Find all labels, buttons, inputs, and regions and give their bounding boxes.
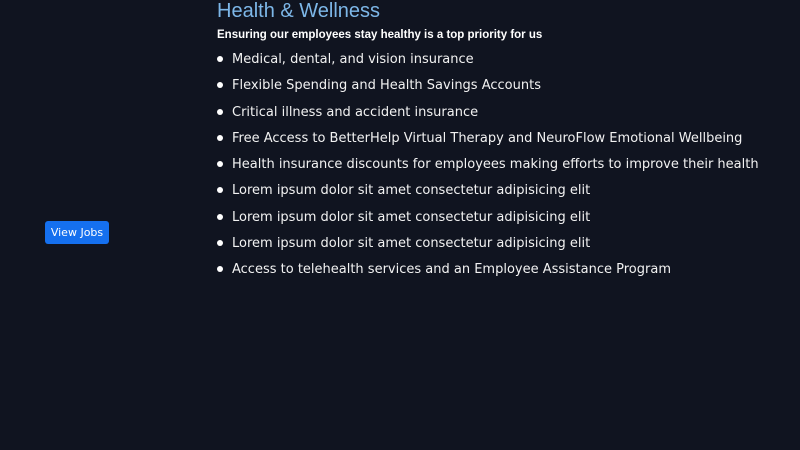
benefit-text: Access to telehealth services and an Employee Assistance Program <box>232 262 671 278</box>
section-subtitle: Ensuring our employees stay healthy is a top priority for us <box>217 29 543 41</box>
benefit-text: Critical illness and accident insurance <box>232 104 479 120</box>
benefit-text: Lorem ipsum dolor sit amet consectetur adipisicing elit <box>232 209 591 225</box>
bullet-icon <box>217 135 223 141</box>
benefit-text: Medical, dental, and vision insurance <box>232 52 474 67</box>
list-item <box>217 209 787 235</box>
section-title: Health & Wellness <box>217 0 381 22</box>
bullet-icon <box>217 214 223 220</box>
view-jobs-button[interactable]: View Jobs <box>45 221 109 244</box>
bullet-icon <box>217 240 223 246</box>
benefit-text: Free Access to BetterHelp Virtual Therapy and NeuroFlow Emotional Wellbeing <box>232 130 743 146</box>
benefit-text: Flexible Spending and Health Savings Accounts <box>232 78 541 94</box>
bullet-icon <box>217 187 223 193</box>
list-item <box>217 182 787 208</box>
list-item <box>217 261 787 287</box>
list-item <box>217 77 787 103</box>
list-item <box>217 156 787 182</box>
list-item <box>217 130 787 156</box>
benefit-text: Health insurance discounts for employees making efforts to improve their health <box>232 157 759 173</box>
list-item <box>217 104 787 130</box>
benefit-text: Lorem ipsum dolor sit amet consectetur adipisicing elit <box>232 183 591 199</box>
list-item <box>217 51 787 77</box>
bullet-icon <box>217 56 223 62</box>
benefits-section <box>217 0 787 288</box>
list-item <box>217 235 787 261</box>
bullet-icon <box>217 266 223 272</box>
benefits-list <box>217 51 787 288</box>
bullet-icon <box>217 82 223 88</box>
bullet-icon <box>217 161 223 167</box>
benefit-text: Lorem ipsum dolor sit amet consectetur adipisicing elit <box>232 236 591 252</box>
bullet-icon <box>217 109 223 115</box>
